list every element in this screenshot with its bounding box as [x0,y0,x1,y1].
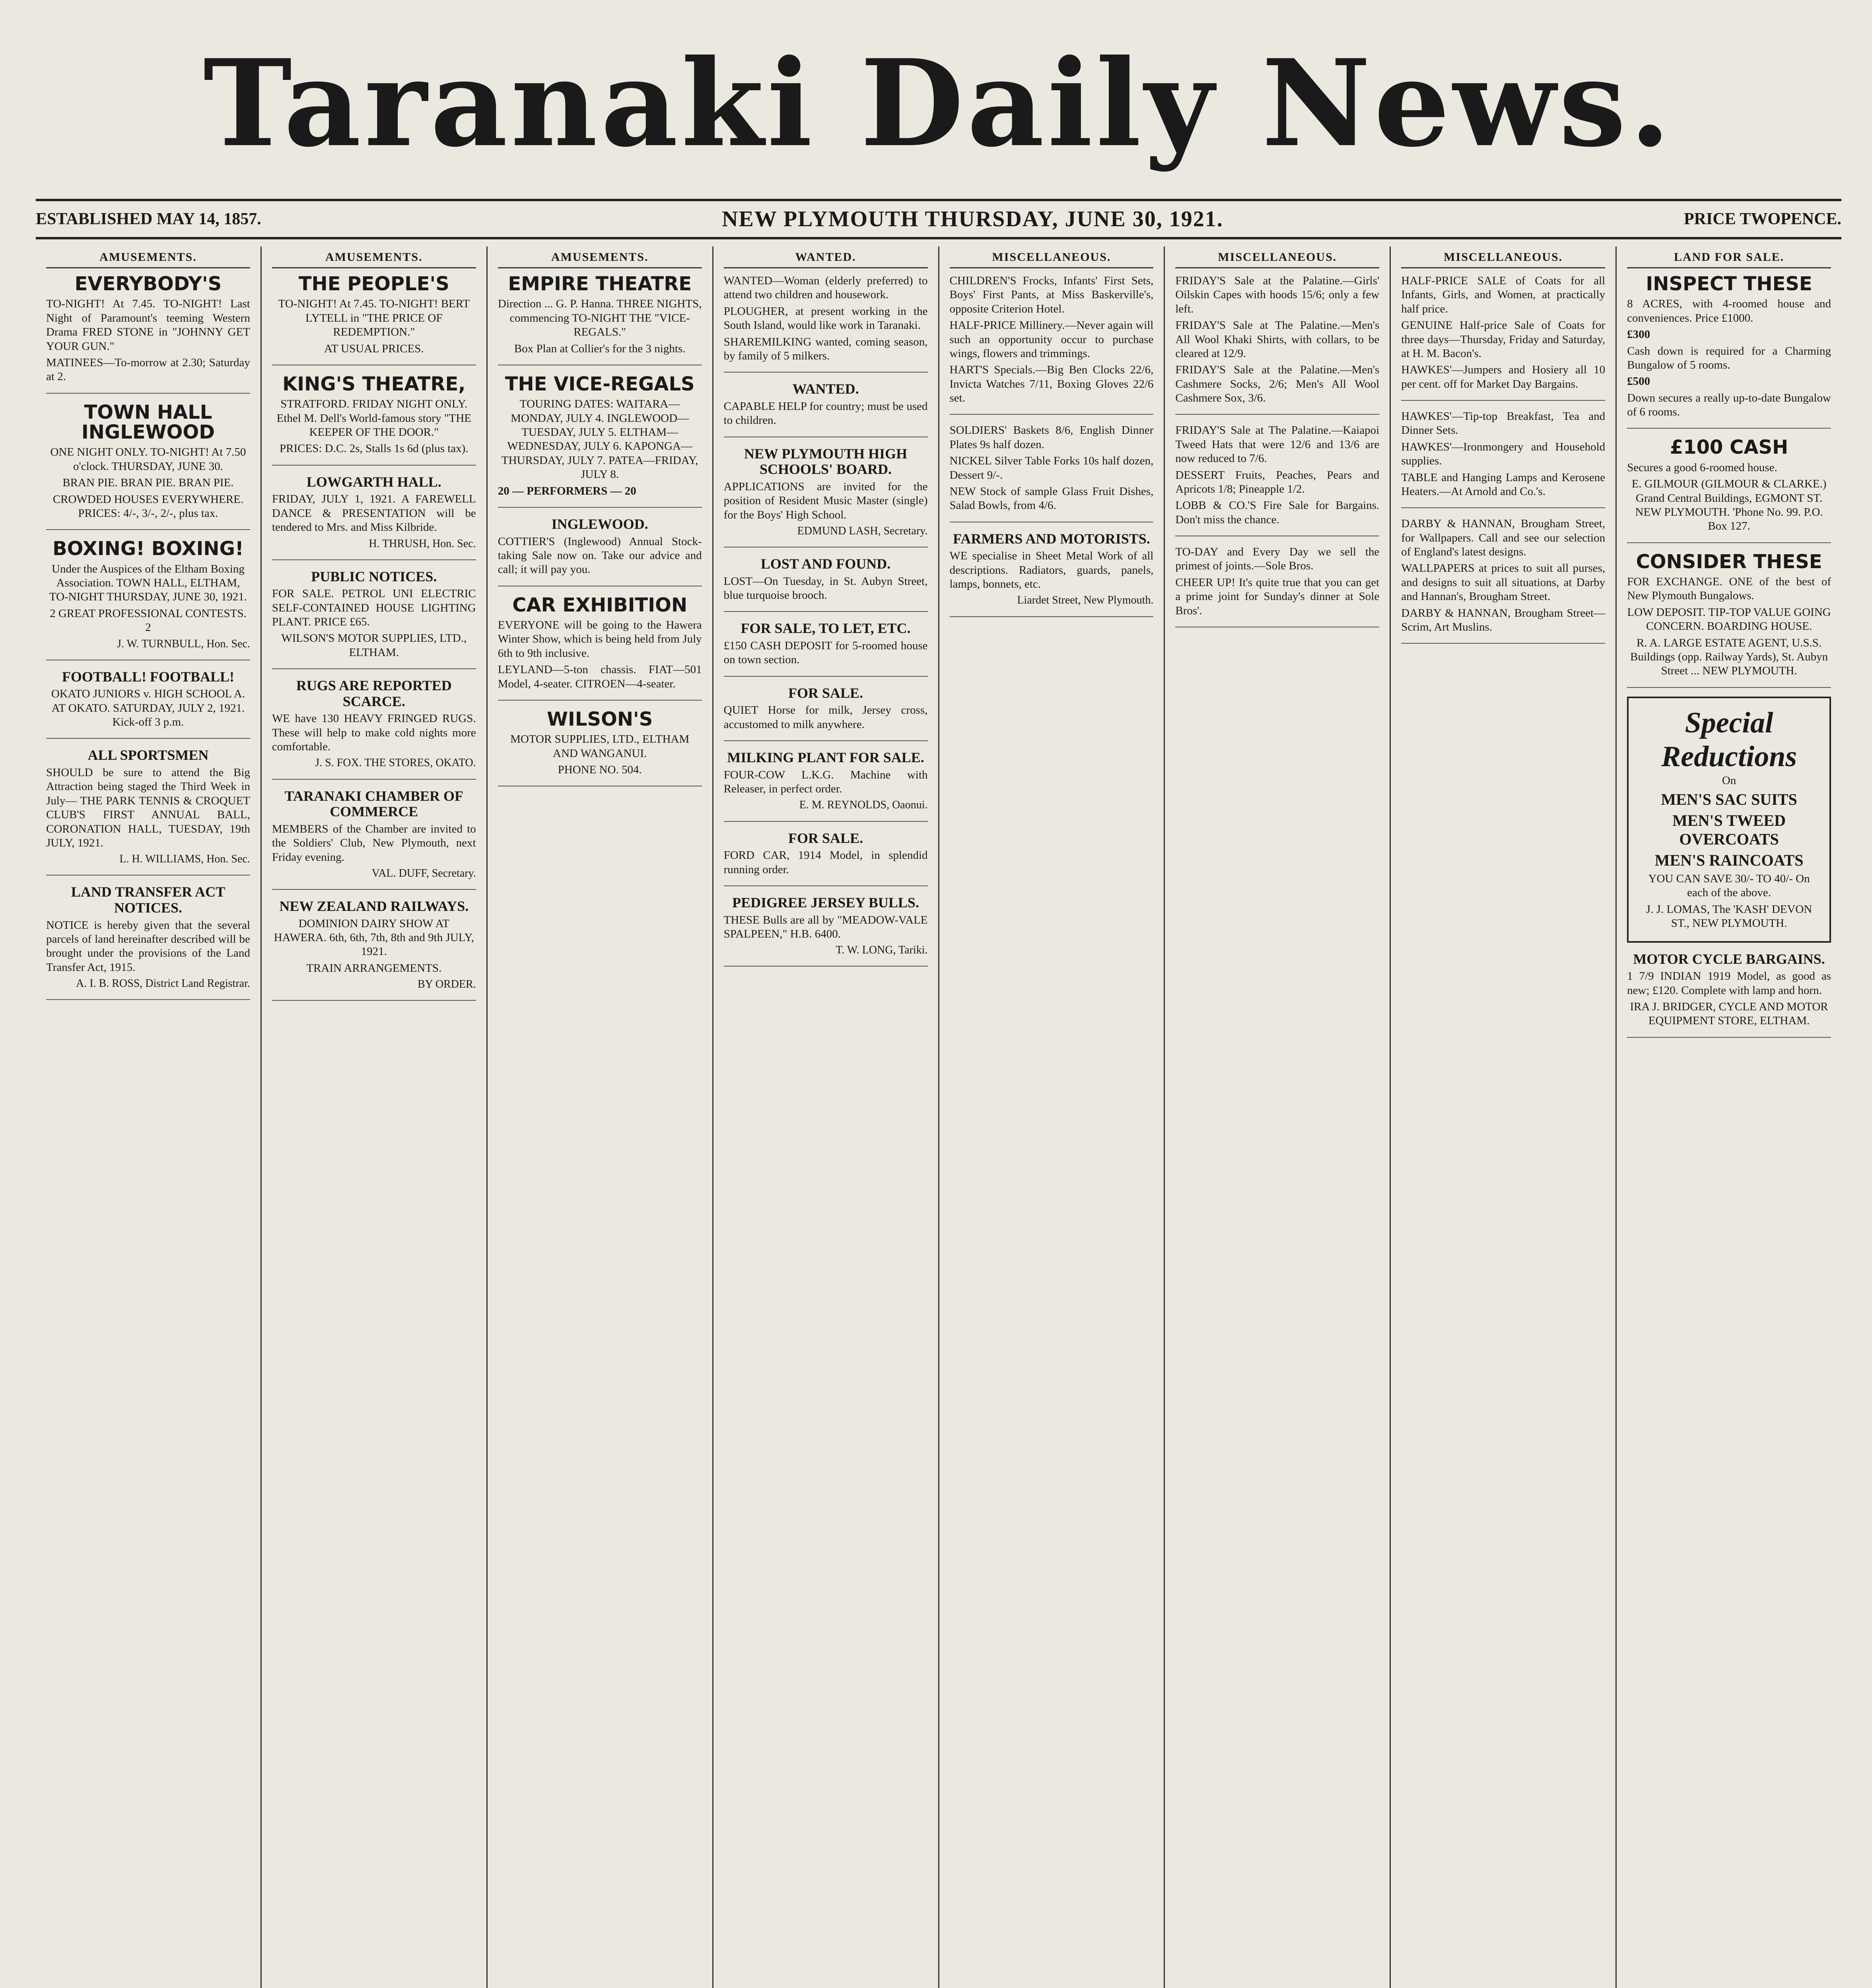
ad-lowgarth-hall [272,474,476,560]
ad-text: Down secures a really up-to-date Bungalow of 6 rooms. [1627,391,1831,419]
for-sale-car [724,831,928,886]
notice-title: LAND TRANSFER ACT NOTICES. [71,884,225,916]
ad-text: NEW Stock of sample Glass Fruit Dishes, Salad Bowls, from 4/6. [949,485,1154,512]
ad-text: AT USUAL PRICES. [324,342,424,355]
ad-sportsmen [46,747,250,876]
column-2 [260,247,486,1988]
notice-land-transfer [46,884,250,1000]
ad-title: WILSON'S [547,708,653,730]
ad-text: HAWKES'—Jumpers and Hosiery all 10 per cent. off for Market Day Bargains. [1401,363,1606,390]
ad-text: SHAREMILKING wanted, coming season, by family of 5 milkers. [723,335,928,362]
section-title: FOR SALE. [788,685,863,701]
misc-coats [1401,274,1605,401]
ad-title: Special Reductions [1661,706,1797,773]
misc-palatine-1 [1175,274,1379,415]
ad-text: TO-NIGHT! At 7.45. TO-NIGHT! Last Night of Paramount's teeming Western Drama FRED STONE in "JOHNNY GET YOUR GUN." [46,297,250,353]
issue-date: NEW PLYMOUTH THURSDAY, JUNE 30, 1921. [722,207,1223,231]
ad-signature: T. W. LONG, Tariki. [836,944,928,957]
ad-title: EMPIRE THEATRE [508,273,692,295]
ad-text: £150 CASH DEPOSIT for 5-roomed house on town section. [723,639,928,666]
notice-signature: A. I. B. ROSS, District Land Registrar. [76,977,250,990]
misc-palatine-2 [1175,423,1379,536]
ad-text: WANTED—Woman (elderly preferred) to attend two children and housework. [723,274,928,301]
ad-text: FRIDAY'S Sale at The Palatine.—Kaiapoi Tweed Hats that were 12/6 and 13/6 are now reduced to 7/6. [1175,424,1380,465]
notice-text: TRAIN ARRANGEMENTS. [306,961,442,975]
ad-title: FOOTBALL! FOOTBALL! [62,668,234,685]
ad-wilsons [498,709,702,787]
ad-text: TOURING DATES: WAITARA—MONDAY, JULY 4. INGLEWOOD—TUESDAY, JULY 5. ELTHAM—WEDNESDAY, JULY 6. KAPONGA—THURSDAY, JULY 7. PATEA—FRIDAY, JULY 8. [501,398,698,481]
notice-chamber-of-commerce [272,788,476,890]
ad-text: HAWKES'—Tip-top Breakfast, Tea and Dinner Sets. [1401,410,1606,437]
ad-title: THE VICE-REGALS [505,373,695,395]
ad-title: RUGS ARE REPORTED SCARCE. [296,678,452,709]
ad-text: CAPABLE HELP for country; must be used to children. [723,400,928,427]
newspaper-title: Taranaki Daily News. [203,33,1674,173]
section-title: FARMERS AND MOTORISTS. [953,530,1150,547]
ad-motor-cycles [1627,951,1831,1038]
ad-signature: R. A. LARGE ESTATE AGENT, U.S.S. Buildings (opp. Railway Yards), St. Aubyn Street ... NEW PLYMOUTH. [1630,636,1828,678]
ad-text: 2 GREAT PROFESSIONAL CONTESTS. 2 [50,607,247,634]
ad-peoples [272,274,476,365]
misc-ads-1 [950,274,1154,415]
ad-text: QUIET Horse for milk, Jersey cross, accustomed to milk anywhere. [723,704,928,731]
column-1 [36,247,260,1988]
public-notices [272,569,476,669]
price: PRICE TWOPENCE. [1684,210,1841,228]
ad-text: FOR SALE. PETROL UNI ELECTRIC SELF-CONTAINED HOUSE LIGHTING PLANT. PRICE £65. [272,587,476,628]
ad-text: STRATFORD. FRIDAY NIGHT ONLY. Ethel M. Dell's World-famous story "THE KEEPER OF THE DOOR." [276,398,472,439]
ad-kings-theatre [272,374,476,466]
ad-consider-these [1627,552,1831,688]
ad-text: LOST—On Tuesday, in St. Aubyn Street, blue turquoise brooch. [723,575,928,602]
ad-text: COTTIER'S (Inglewood) Annual Stock-taking Sale now on. Take our advice and call; it will pay you. [498,535,702,576]
ad-text: PLOUGHER, at present working in the South Island, would like work in Taranaki. [723,305,928,332]
for-sale-to-let [724,621,928,676]
dateline [36,199,1841,239]
notice-signature: BY ORDER. [417,978,476,991]
misc-ads-2 [950,423,1154,522]
ad-text: FRIDAY'S Sale at the Palatine.—Men's Cashmere Socks, 2/6; Men's All Wool Cashmere Sox, 3/6. [1175,363,1380,404]
notice-title: TARANAKI CHAMBER OF COMMERCE [284,788,463,820]
price-heading: £300 [1627,328,1650,341]
ad-title: INSPECT THESE [1646,273,1812,295]
ad-title: ALL SPORTSMEN [87,747,209,763]
ad-title: THE PEOPLE'S [298,273,449,295]
ad-signature: J. W. TURNBULL, Hon. Sec. [117,637,250,650]
ad-title: KING'S THEATRE, [282,373,466,395]
ad-text: PHONE NO. 504. [558,763,642,777]
column-heading: WANTED. [724,250,928,268]
ad-text: CHILDREN'S Frocks, Infants' First Sets, Boys' First Pants, at Miss Baskerville's, opposite Criterion Hotel. [949,274,1154,315]
ad-text: GENUINE Half-price Sale of Coats for three days—Thursday, Friday and Saturday, at H. M. Bacon's. [1401,319,1606,360]
established-date: ESTABLISHED MAY 14, 1857. [36,210,261,228]
ad-text: HALF-PRICE Millinery.—Never again will such an opportunity occur to purchase wings, flowers and trimmings. [949,319,1154,360]
ad-title: £100 CASH [1670,436,1788,459]
column-heading: AMUSEMENTS. [46,250,250,268]
ad-text: CHEER UP! It's quite true that you can get a prime joint for Sunday's dinner at Sole Bros'. [1175,576,1380,617]
column-6 [1164,247,1390,1988]
section-title: FOR SALE, TO LET, ETC. [741,620,911,637]
notice-title: NEW ZEALAND RAILWAYS. [279,898,469,914]
ad-text: YOU CAN SAVE 30/- TO 40/- On each of the above. [1648,872,1810,899]
ad-everybodys [46,274,250,394]
ad-text: OKATO JUNIORS v. HIGH SCHOOL A. AT OKATO. SATURDAY, JULY 2, 1921. Kick-off 3 p.m. [51,687,245,729]
section-title: WANTED. [792,381,859,397]
misc-hawkes [1401,410,1605,508]
ad-text: Cash down is required for a Charming Bungalow of 5 rooms. [1627,344,1831,371]
notice-text: APPLICATIONS are invited for the position of Resident Music Master (single) for the Boys' High School. [723,480,928,521]
notice-high-schools [724,446,928,547]
ad-text: LOBB & CO.'S Fire Sale for Bargains. Don't miss the chance. [1175,499,1380,526]
ad-text: THESE Bulls are all by "MEADOW-VALE SPALPEEN," H.B. 6400. [723,913,928,940]
ad-text: FOR EXCHANGE. ONE of the best of New Plymouth Bungalows. [1627,575,1831,602]
column-heading: AMUSEMENTS. [272,250,476,268]
notice-railways [272,899,476,1001]
wanted-help [724,381,928,437]
ad-title: MOTOR CYCLE BARGAINS. [1633,951,1825,967]
ad-text: DARBY & HANNAN, Brougham Street—Scrim, Art Muslins. [1401,606,1606,633]
ad-text: EVERYONE will be going to the Hawera Winter Show, which is being held from July 6th to 9th inclusive. [498,619,702,660]
section-title: FOR SALE. [788,830,863,846]
column-heading: MISCELLANEOUS. [1175,250,1379,268]
notice-text: NOTICE is hereby given that the several parcels of land hereinafter described will be brought under the provisions of the Land Transfer Act, 1915. [46,918,250,974]
section-title: MILKING PLANT FOR SALE. [727,749,924,766]
section-title: PUBLIC NOTICES. [311,568,437,584]
column-3 [486,247,712,1988]
ad-text: DESSERT Fruits, Peaches, Pears and Apricots 1/8; Pineapple 1/2. [1175,468,1380,495]
ad-signature: J. S. FOX. THE STORES, OKATO. [315,757,476,769]
ad-text: Box Plan at Collier's for the 3 nights. [514,342,686,355]
ad-vice-regals [498,374,702,508]
ad-text: FORD CAR, 1914 Model, in splendid running order. [723,849,928,876]
ad-text: FRIDAY'S Sale at The Palatine.—Men's All Wool Khaki Shirts, with collars, to be cleared at 12/9. [1175,319,1380,360]
ad-text: BRAN PIE. BRAN PIE. BRAN PIE. [62,476,234,489]
ad-text: WE specialise in Sheet Metal Work of all descriptions. Radiators, guards, panels, lamps, bonnets, etc. [949,549,1154,590]
ad-text: WALLPAPERS at prices to suit all purses, and designs to suit all situations, at Darby and Hannan's, Brougham Street. [1401,562,1606,603]
ad-title: INGLEWOOD. [551,516,648,532]
notice-title: NEW PLYMOUTH HIGH SCHOOLS' BOARD. [744,445,908,478]
milking-plant [724,750,928,822]
section-title: PEDIGREE JERSEY BULLS. [732,894,919,911]
column-8 [1615,247,1841,1988]
ad-signature: IRA J. BRIDGER, CYCLE AND MOTOR EQUIPMENT STORE, ELTHAM. [1630,1000,1828,1027]
misc-sole-bros [1175,545,1379,627]
ad-empire-theatre [498,274,702,365]
ad-text: ONE NIGHT ONLY. TO-NIGHT! At 7.50 o'clock. THURSDAY, JUNE 30. [50,446,246,473]
ad-title: BOXING! BOXING! [52,538,244,560]
ad-text: HART'S Specials.—Big Ben Clocks 22/6, Invicta Watches 7/11, Boxing Gloves 22/6 set. [949,363,1154,404]
column-heading: AMUSEMENTS. [498,250,702,268]
ad-car-exhibition [498,595,702,701]
ad-text: 8 ACRES, with 4-roomed house and conveniences. Price £1000. [1627,297,1831,324]
ad-text: CROWDED HOUSES EVERYWHERE. PRICES: 4/-, 3/-, 2/-, plus tax. [52,493,244,520]
column-heading: MISCELLANEOUS. [1401,250,1605,268]
ad-text: HAWKES'—Ironmongery and Household supplies. [1401,440,1606,468]
masthead [36,28,1841,179]
ad-title: LOWGARTH HALL. [306,474,441,490]
ad-text: NICKEL Silver Table Forks 10s half dozen, Dessert 9/-. [949,454,1154,481]
ad-text: SOLDIERS' Baskets 8/6, English Dinner Plates 9s half dozen. [949,424,1154,451]
columns [36,247,1841,1988]
wanted-ads [724,274,928,373]
ad-text: WILSON'S MOTOR SUPPLIES, LTD., ELTHAM. [281,632,467,659]
ad-inspect-these [1627,274,1831,429]
ad-text: TABLE and Hanging Lamps and Kerosene Heaters.—At Arnold and Co.'s. [1401,471,1606,498]
ad-text: TO-DAY and Every Day we sell the primest of joints.—Sole Bros. [1175,546,1380,573]
column-7 [1390,247,1615,1988]
section-title: LOST AND FOUND. [760,556,891,572]
ad-text: Under the Auspices of the Eltham Boxing Association. TOWN HALL, ELTHAM, TO-NIGHT THURSDAY, JUNE 30, 1921. [49,562,247,604]
lost-and-found [724,556,928,612]
notice-signature: VAL. DUFF, Secretary. [371,867,476,879]
misc-darby-hannan [1401,517,1605,644]
ad-town-hall [46,402,250,530]
ad-text: Direction ... G. P. Hanna. THREE NIGHTS, commencing TO-NIGHT THE "VICE-REGALS." [498,297,702,339]
ad-rugs [272,678,476,779]
ad-text: MOTOR SUPPLIES, LTD., ELTHAM AND WANGANUI. [510,733,690,760]
ad-special-reductions [1627,697,1831,943]
ad-text: LEYLAND—5-ton chassis. FIAT—501 Model, 4-seater. CITROEN—4-seater. [498,663,702,690]
notice-signature: EDMUND LASH, Secretary. [797,524,928,537]
notice-text: DOMINION DAIRY SHOW AT HAWERA. 6th, 6th, 7th, 8th and 9th JULY, 1921. [274,917,474,958]
ad-text: DARBY & HANNAN, Brougham Street, for Wallpapers. Call and see our selection of England's latest designs. [1401,517,1606,558]
ad-text: WE have 130 HEAVY FRINGED RUGS. These will help to make cold nights more comfortable. [272,712,476,753]
ad-football [46,669,250,739]
ad-text: On [1722,774,1736,787]
column-heading: MISCELLANEOUS. [950,250,1154,268]
column-4 [712,247,938,1988]
ad-text: 1 7/9 INDIAN 1919 Model, as good as new; £120. Complete with lamp and horn. [1627,970,1831,997]
ad-title: EVERYBODY'S [74,273,222,295]
jersey-bulls [724,895,928,967]
ad-signature: Liardet Street, New Plymouth. [1017,594,1154,607]
ad-signature: J. J. LOMAS, The 'KASH' DEVON ST., NEW PLYMOUTH. [1646,903,1812,930]
ad-item: MEN'S RAINCOATS [1654,851,1804,870]
for-sale-horse [724,685,928,741]
ad-item: MEN'S SAC SUITS [1661,790,1797,809]
notice-text: MEMBERS of the Chamber are invited to the Soldiers' Club, New Plymouth, next Friday evening. [272,822,476,864]
ad-item: MEN'S TWEED OVERCOATS [1672,812,1786,848]
column-heading: LAND FOR SALE. [1627,250,1831,268]
ad-text: FRIDAY'S Sale at the Palatine.—Girls' Oilskin Capes with hoods 15/6; only a few left. [1175,274,1380,315]
ad-text: FOUR-COW L.K.G. Machine with Releaser, in perfect order. [723,768,928,796]
ad-text: TO-NIGHT! At 7.45. TO-NIGHT! BERT LYTELL in "THE PRICE OF REDEMPTION." [278,297,470,339]
price-heading: £500 [1627,375,1650,388]
ad-text: PRICES: D.C. 2s, Stalls 1s 6d (plus tax). [280,442,468,455]
column-5 [938,247,1164,1988]
ad-title: CAR EXHIBITION [512,594,688,616]
ad-text: FRIDAY, JULY 1, 1921. A FAREWELL DANCE & PRESENTATION will be tendered to Mrs. and Miss Kilbride. [272,493,476,534]
ad-text: SHOULD be sure to attend the Big Attraction being staged the Third Week in July— THE PARK TENNIS & CROQUET CLUB'S FIRST ANNUAL BALL, CORONATION HALL, TUESDAY, 19th JULY, 1921. [46,766,250,849]
ad-text: MATINEES—To-morrow at 2.30; Saturday at 2. [46,356,250,383]
ad-100-cash [1627,437,1831,543]
ad-inglewood [498,516,702,586]
ad-text: HALF-PRICE SALE of Coats for all Infants, Girls, and Women, at practically half price. [1401,274,1606,315]
ad-text: 20 — PERFORMERS — 20 [498,484,636,497]
ad-text: Secures a good 6-roomed house. [1627,461,1777,474]
ad-signature: H. THRUSH, Hon. Sec. [369,537,476,550]
ad-title: CONSIDER THESE [1636,550,1822,573]
ad-signature: E. GILMOUR (GILMOUR & CLARKE.) Grand Central Buildings, EGMONT ST. NEW PLYMOUTH. 'Phone No. 99. P.O. Box 127. [1631,478,1827,533]
ad-boxing [46,539,250,660]
ad-title: TOWN HALL INGLEWOOD [81,401,215,444]
ad-signature: L. H. WILLIAMS, Hon. Sec. [119,853,250,866]
ad-text: LOW DEPOSIT. TIP-TOP VALUE GOING CONCERN. BOARDING HOUSE. [1627,606,1831,633]
farmers-motorists [950,531,1154,617]
ad-signature: E. M. REYNOLDS, Oaonui. [799,799,928,812]
